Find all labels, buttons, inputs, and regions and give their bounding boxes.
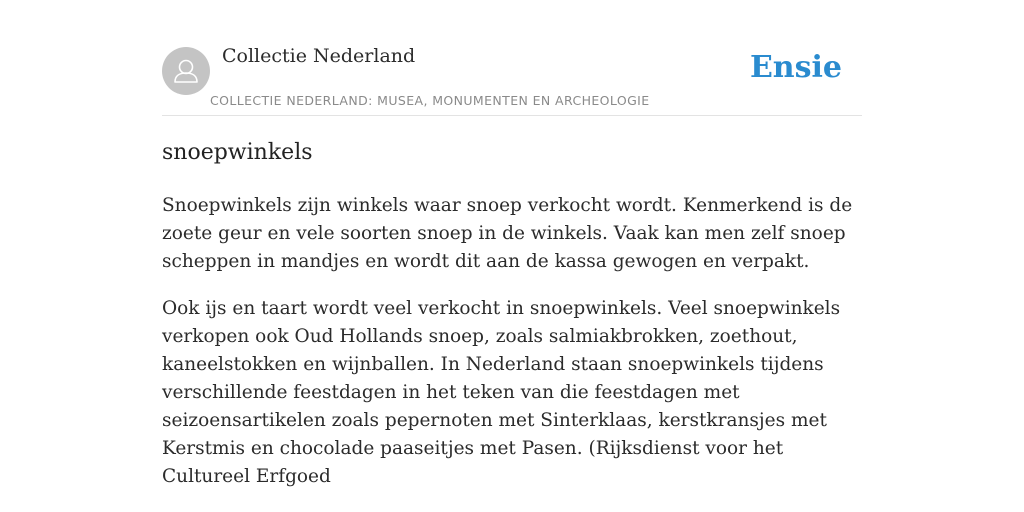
author-name[interactable]: Collectie Nederland (222, 45, 416, 67)
article-paragraph: Snoepwinkels zijn winkels waar snoep verkocht wordt. Kenmerkend is de zoete geur en vele soorten snoep in de winkels. Vaak kan men zelf snoep scheppen in mandjes en wordt dit aan de kassa gewogen en verpakt. (162, 195, 853, 272)
article-body (162, 192, 862, 510)
author-subtitle[interactable]: COLLECTIE NEDERLAND: MUSEA, MONUMENTEN EN ARCHEOLOGIE (210, 93, 650, 108)
article-header (162, 0, 862, 116)
author-avatar[interactable] (162, 47, 210, 95)
brand-logo[interactable]: Ensie (749, 50, 842, 85)
user-silhouette-icon (162, 47, 210, 95)
article-paragraph: Ook ijs en taart wordt veel verkocht in snoepwinkels. Veel snoepwinkels verkopen ook Oud Hollands snoep, zoals salmiakbrokken, zoethout, kaneelstokken en wijnballen. In Nederland staan snoepwinkels tijdens verschillende feestdagen in het teken van die feestdagen met seizoensartikelen zoals pepernoten met Sinterklaas, kerstkransjes met Kerstmis en chocolade paaseitjes met Pasen. (Rijksdienst voor het Cultureel Erfgoed (162, 298, 841, 487)
article-card (162, 0, 862, 512)
article-title: snoepwinkels (162, 140, 313, 165)
